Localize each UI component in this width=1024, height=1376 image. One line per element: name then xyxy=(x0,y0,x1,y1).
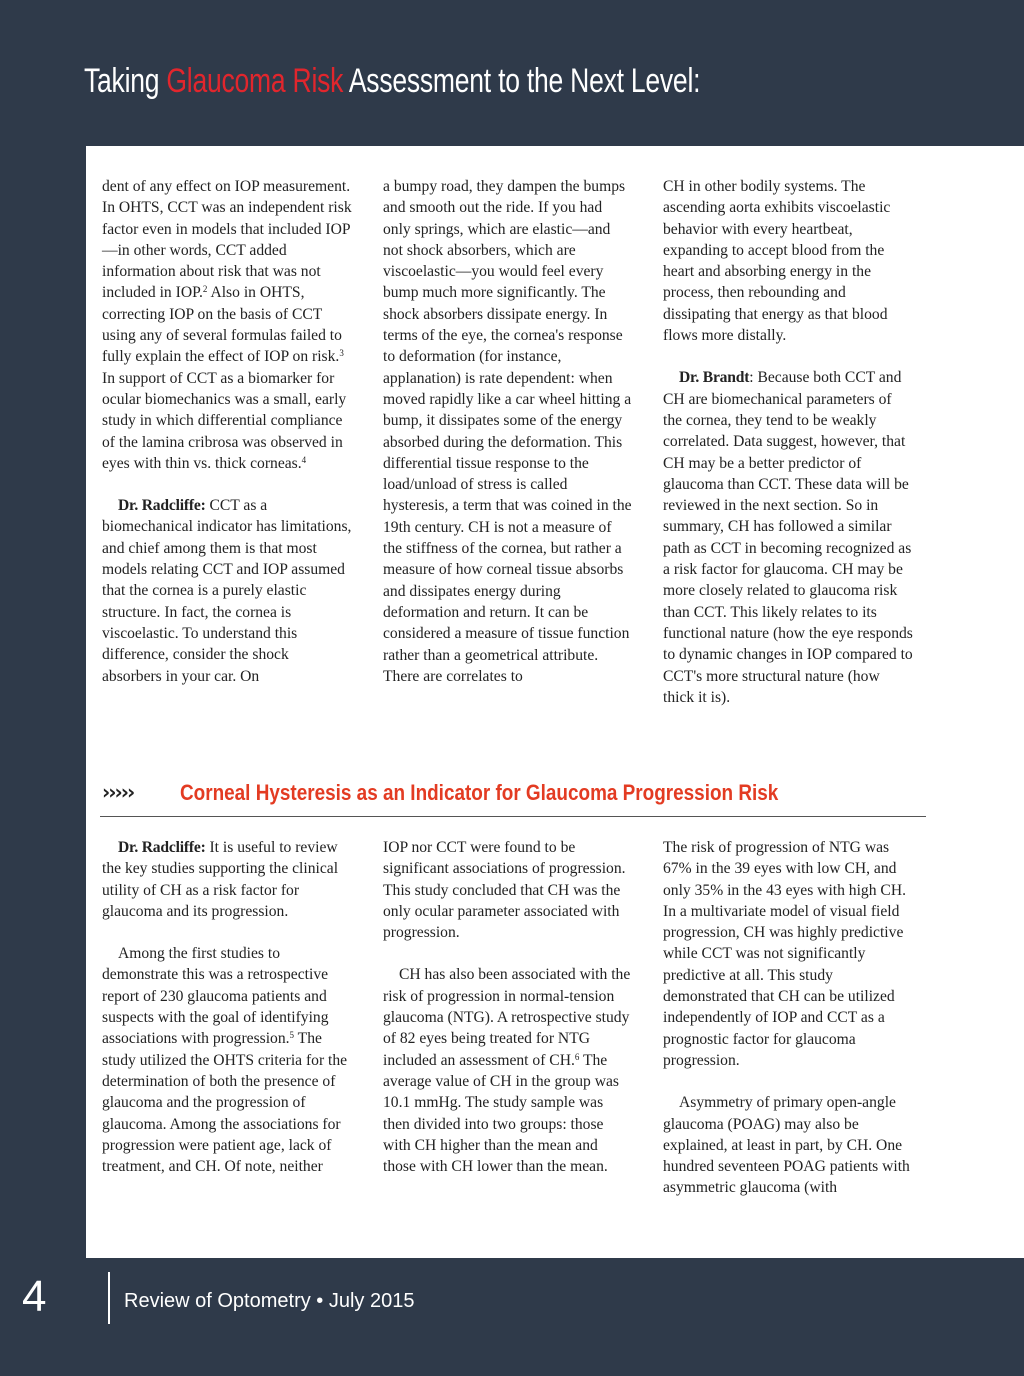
paragraph: Among the first studies to demonstrate this was a retrospective report of 230 glaucoma patients and suspects with the goal of identifying associations with progression.$^5$ The study utilized the OHTS criteria for the determination of both the presence of glaucoma and the progression of glaucoma. Among the associations for progression were patient age, lack of treatment, and CH. Of note, neither xyxy=(102,945,348,1176)
speaker-name: Dr. Radcliffe: xyxy=(118,497,206,515)
page-number: 4 xyxy=(22,1272,47,1321)
journal-info: Review of Optometry • July 2015 xyxy=(124,1290,415,1312)
speaker-name: Dr. Brandt xyxy=(679,369,750,387)
bottom-column-3 xyxy=(663,837,913,1199)
paragraph: CH in other bodily systems. The ascending aorta exhibits viscoelastic behavior with every heartbeat, expanding to accept blood from the heart and absorbing energy in the process, then rebounding and dissipating that energy as that blood flows more distally. xyxy=(663,178,891,345)
paragraph: Dr. Radcliffe: CCT as a biomechanical indicator has limitations, and chief among them is that most models relating CCT and IOP assumed that the cornea is a purely elastic structure. In fact, the cornea is viscoelastic. To understand this difference, consider the shock absorbers in your car. On xyxy=(102,497,352,685)
paragraph: IOP nor CCT were found to be significant associations of progression. This study concluded that CH was the only ocular parameter associated with progression. xyxy=(383,839,626,942)
paragraph: CH has also been associated with the risk of progression in normal-tension glaucoma (NTG). A retrospective study of 82 eyes being treated for NTG included an assessment of CH.$^6$ The average value of CH in the group was 10.1 mmHg. The study sample was then divided into two groups: those with CH higher than the mean and those with CH lower than the mean. xyxy=(383,966,631,1176)
paragraph: Asymmetry of primary open-angle glaucoma (POAG) may also be explained, at least in part, by CH. One hundred seventeen POAG patients with asymmetric glaucoma (with xyxy=(663,1094,910,1197)
speaker-name: Dr. Radcliffe: xyxy=(118,839,206,856)
bottom-column-1 xyxy=(102,837,352,1177)
paragraph: The risk of progression of NTG was 67% in the 39 eyes with low CH, and only 35% in the 43 eyes with high CH. In a multivariate model of visual field progression, CH was highly predictive while CCT was not significantly predictive at all. This study demonstrated that CH can be utilized independently of IOP and CCT as a prognostic factor for glaucoma progression. xyxy=(663,839,906,1069)
section-heading xyxy=(100,778,926,817)
paragraph: dent of any effect on IOP measurement. In OHTS, CCT was an independent risk factor even in models that included IOP—in other words, CCT added information about risk that was not included in IOP.$^2$ Also in OHTS, correcting IOP on the basis of CCT using any of several formulas failed to fully explain the effect of IOP on risk.$^3$ In support of CCT as a biomarker for ocular biomechanics was a small, early study in which differential compliance of the lamina cribrosa was observed in eyes with thin vs. thick corneas.$^4$ xyxy=(102,178,352,472)
chevrons-icon: ››››› xyxy=(102,780,134,804)
paragraph: a bumpy road, they dampen the bumps and smooth out the ride. If you had only springs, which are elastic—and not shock absorbers, which are viscoelastic—you would feel every bump much more significantly. The shock absorbers dissipate energy. In terms of the eye, the cornea's response to deformation (for instance, applanation) is rate dependent: when moved rapidly like a car wheel hitting a bump, it dissipates some of the energy absorbed during the deformation. This differential tissue response to the load/unload of stress is called hysteresis, a term that was coined in the 19th century. CH is not a measure of the stiffness of the cornea, but rather a measure of how corneal tissue absorbs and dissipates energy during deformation and return. It can be considered a measure of tissue function rather than a geometrical attribute. There are correlates to xyxy=(383,178,632,685)
page-title: Taking Glaucoma Risk Assessment to the Next Level: xyxy=(84,62,701,100)
top-column-3 xyxy=(663,176,913,708)
paragraph: Dr. Radcliffe: It is useful to review the key studies supporting the clinical utility of CH as a risk factor for glaucoma and its progression. xyxy=(102,839,339,920)
bottom-column-2 xyxy=(383,837,633,1177)
top-column-2 xyxy=(383,176,633,687)
title-highlight: Glaucoma Risk xyxy=(166,62,344,100)
top-column-1 xyxy=(102,176,352,687)
paragraph: Dr. Brandt: Because both CCT and CH are biomechanical parameters of the cornea, they tend to be weakly correlated. Data suggest, however, that CH may be a better predictor of glaucoma than CCT. These data will be reviewed in the next section. So in summary, CH has followed a similar path as CCT in becoming recognized as a risk factor for glaucoma. CH may be more closely related to glaucoma risk than CCT. This likely relates to its functional nature (how the eye responds to dynamic changes in IOP compared to CCT's more structural nature (how thick it is). xyxy=(663,369,913,706)
footer-divider xyxy=(108,1272,110,1324)
section-title: Corneal Hysteresis as an Indicator for Glaucoma Progression Risk xyxy=(180,780,779,805)
